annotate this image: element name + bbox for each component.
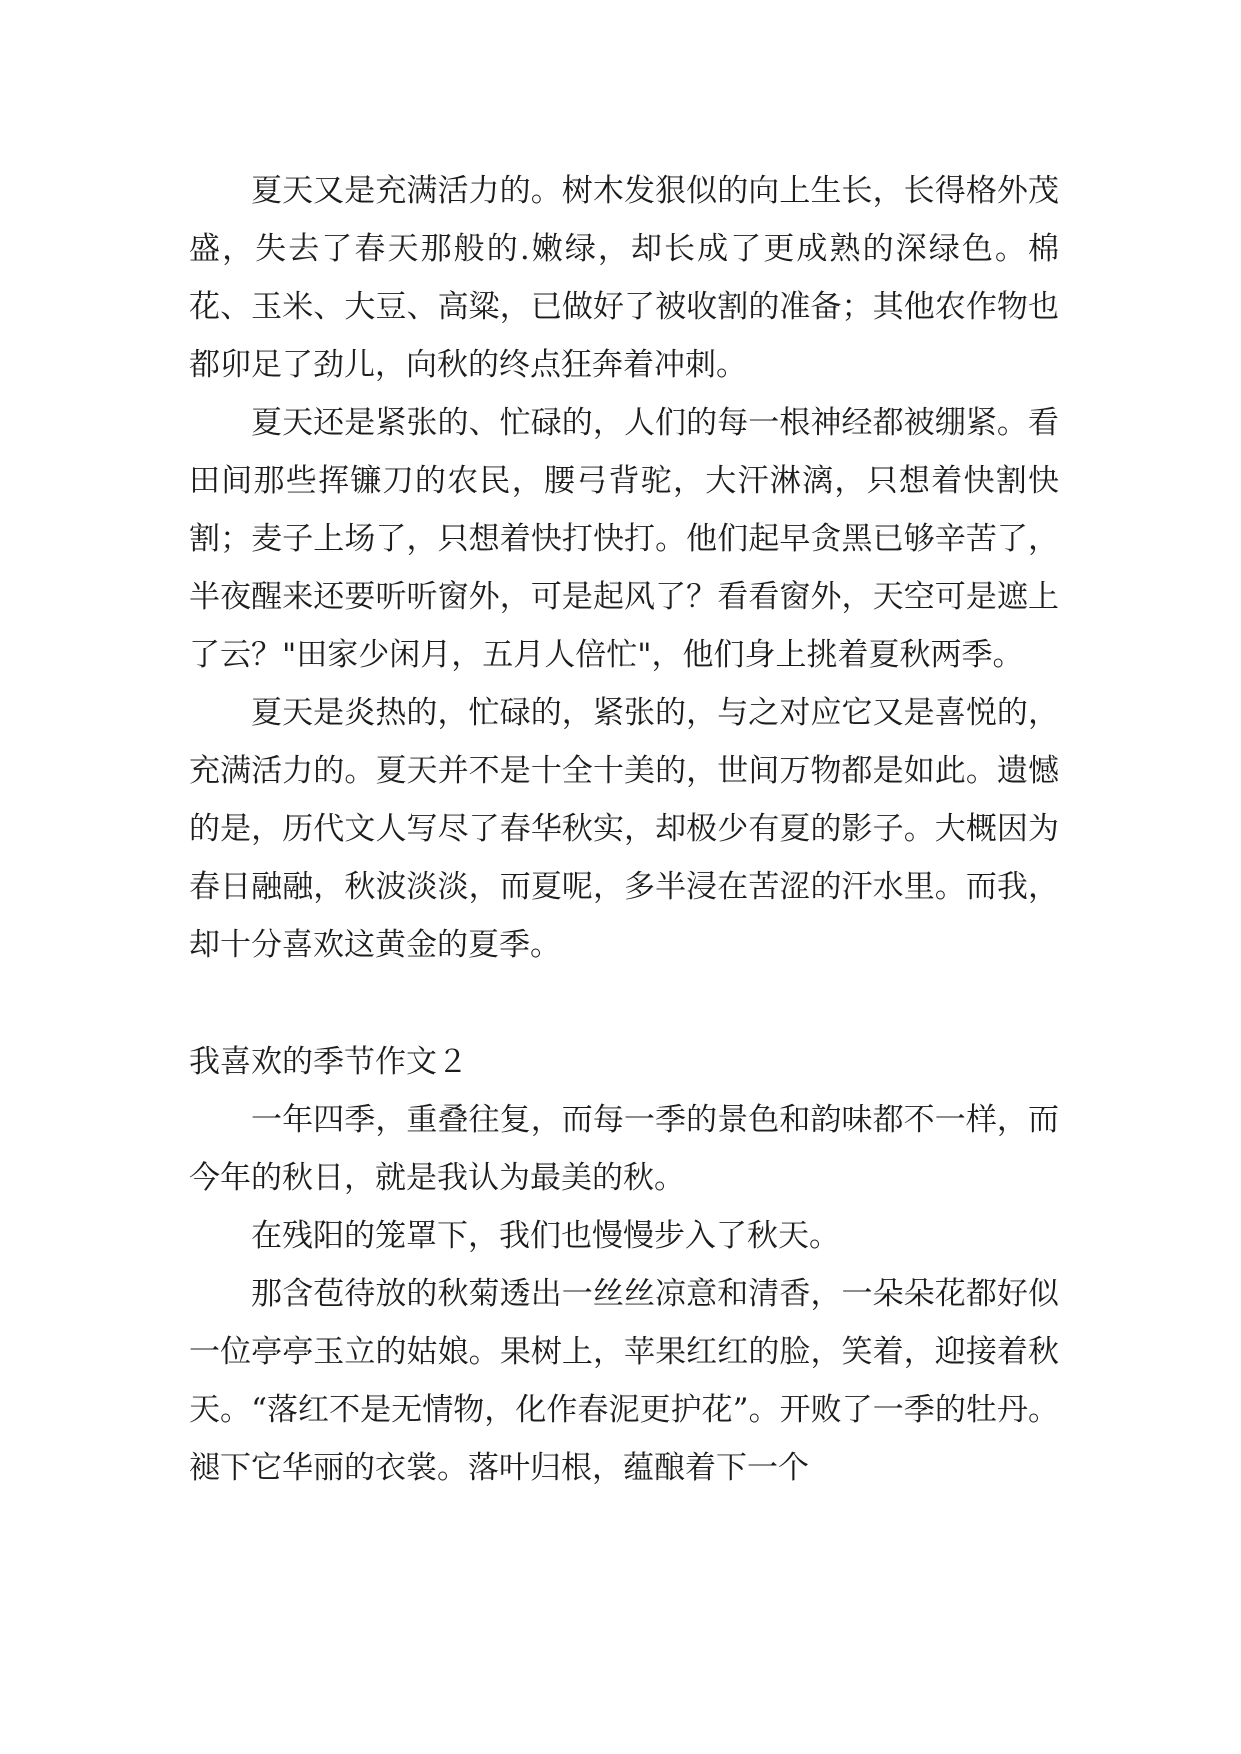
section-title: 我喜欢的季节作文２ [189, 1044, 468, 1080]
paragraph-summer-busy: 夏天还是紧张的、忙碌的，人们的每一根神经都被绷紧。看田间那些挥镰刀的农民，腰弓背驼，大汗淋漓，只想着快割快割；麦子上场了，只想着快打快打。他们起早贪黑已够辛苦了，半夜醒来还要听听窗外，可是起风了？看看窗外，天空可是遮上了云？"田家少闲月，五月人倍忙"，他们身上挑着夏秋两季。 [189, 405, 1059, 673]
paragraph-summer-summary: 夏天是炎热的，忙碌的，紧张的，与之对应它又是喜悦的，充满活力的。夏天并不是十全十美的，世间万物都是如此。遗憾的是，历代文人写尽了春华秋实，却极少有夏的影子。大概因为春日融融，秋波淡淡，而夏呢，多半浸在苦涩的汗水里。而我，却十分喜欢这黄金的夏季。 [189, 695, 1059, 963]
paragraph-summer-vitality: 夏天又是充满活力的。树木发狠似的向上生长，长得格外茂盛，失去了春天那般的.嫩绿，却长成了更成熟的深绿色。棉花、玉米、大豆、高粱，已做好了被收割的准备；其他农作物也都卯足了劲儿，向秋的终点狂奔着冲刺。 [189, 173, 1059, 383]
paragraph-four-seasons: 一年四季，重叠往复，而每一季的景色和韵味都不一样，而今年的秋日，就是我认为最美的秋。 [189, 1102, 1059, 1196]
document-page [189, 162, 1059, 1497]
paragraph-autumn-arrives: 在残阳的笼罩下，我们也慢慢步入了秋天。 [251, 1218, 840, 1254]
paragraph-autumn-flowers: 那含苞待放的秋菊透出一丝丝凉意和清香，一朵朵花都好似一位亭亭玉立的姑娘。果树上，苹果红红的脸，笑着，迎接着秋天。“落红不是无情物，化作春泥更护花”。开败了一季的牡丹。褪下它华丽的衣裳。落叶归根，蕴酿着下一个 [189, 1276, 1059, 1486]
